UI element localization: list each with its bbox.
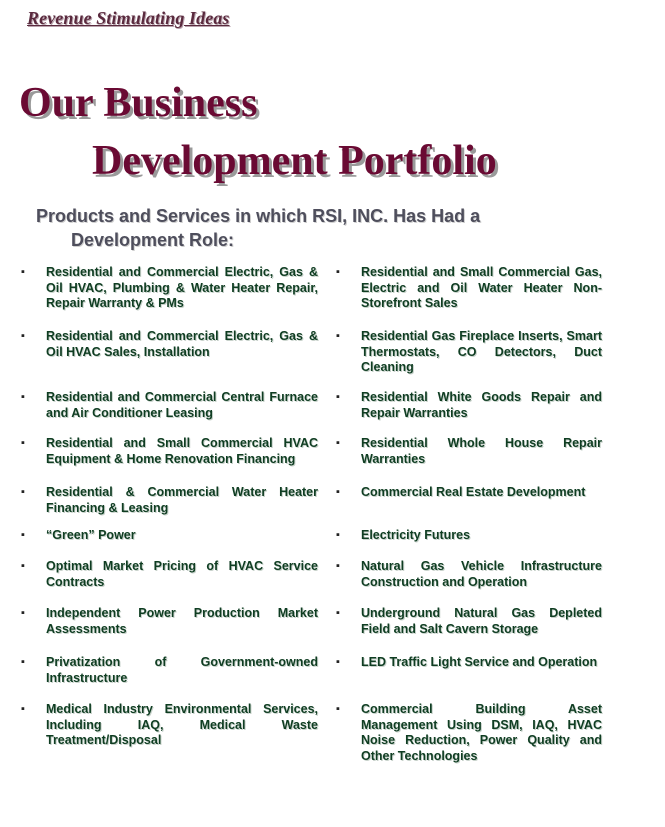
portfolio-item-left: Residential and Commercial Central Furnace and Air Conditioner Leasing <box>46 390 318 420</box>
bullet-icon: ▪ <box>21 560 25 572</box>
portfolio-item-left: Residential and Small Commercial HVAC Equipment & Home Renovation Financing <box>46 436 318 466</box>
bullet-icon: ▪ <box>21 266 25 278</box>
page-title-line1: Our Business <box>19 80 258 126</box>
bullet-icon: ▪ <box>21 607 25 619</box>
bullet-icon: ▪ <box>21 529 25 541</box>
bullet-icon: ▪ <box>336 330 340 342</box>
portfolio-item-right: Residential Gas Fireplace Inserts, Smart Thermostats, CO Detectors, Duct Cleaning <box>361 329 602 374</box>
bullet-icon: ▪ <box>21 486 25 498</box>
subtitle-line2: Development Role: <box>71 230 235 250</box>
portfolio-item-left: Privatization of Government-owned Infrastructure <box>46 655 318 685</box>
portfolio-item-right: Natural Gas Vehicle Infrastructure Construction and Operation <box>361 559 602 589</box>
portfolio-item-left: Medical Industry Environmental Services, Including IAQ, Medical Waste Treatment/Disposal <box>46 702 318 747</box>
portfolio-item-right: Commercial Real Estate Development <box>361 485 586 499</box>
bullet-icon: ▪ <box>336 486 340 498</box>
portfolio-item-right: Electricity Futures <box>361 528 471 542</box>
portfolio-item-left: “Green” Power <box>46 528 136 542</box>
bullet-icon: ▪ <box>336 266 340 278</box>
bullet-icon: ▪ <box>336 529 340 541</box>
portfolio-item-right: Residential and Small Commercial Gas, Electric and Oil Water Heater Non-Storefront Sales <box>361 265 602 310</box>
page-title-line2: Development Portfolio <box>92 138 497 184</box>
bullet-icon: ▪ <box>21 703 25 715</box>
bullet-icon: ▪ <box>336 703 340 715</box>
header-tag: Revenue Stimulating Ideas <box>27 8 230 28</box>
portfolio-item-right: Residential White Goods Repair and Repair Warranties <box>361 390 602 420</box>
subtitle-line1: Products and Services in which RSI, INC. Has Had a <box>36 206 481 226</box>
bullet-icon: ▪ <box>336 391 340 403</box>
portfolio-item-left: Residential and Commercial Electric, Gas & Oil HVAC, Plumbing & Water Heater Repair, Repair Warranty & PMs <box>46 265 318 310</box>
bullet-icon: ▪ <box>336 560 340 572</box>
portfolio-item-left: Residential and Commercial Electric, Gas & Oil HVAC Sales, Installation <box>46 329 318 359</box>
bullet-icon: ▪ <box>21 656 25 668</box>
portfolio-item-right: Commercial Building Asset Management Using DSM, IAQ, HVAC Noise Reduction, Power Quality and Other Technologies <box>361 702 602 763</box>
bullet-icon: ▪ <box>21 330 25 342</box>
bullet-icon: ▪ <box>336 656 340 668</box>
portfolio-item-right: LED Traffic Light Service and Operation <box>361 655 598 669</box>
portfolio-item-right: Residential Whole House Repair Warranties <box>361 436 602 466</box>
bullet-icon: ▪ <box>336 607 340 619</box>
portfolio-item-left: Optimal Market Pricing of HVAC Service Contracts <box>46 559 318 589</box>
portfolio-item-left: Independent Power Production Market Assessments <box>46 606 318 636</box>
bullet-icon: ▪ <box>336 437 340 449</box>
portfolio-item-right: Underground Natural Gas Depleted Field and Salt Cavern Storage <box>361 606 602 636</box>
portfolio-item-left: Residential & Commercial Water Heater Financing & Leasing <box>46 485 318 515</box>
bullet-icon: ▪ <box>21 391 25 403</box>
bullet-icon: ▪ <box>21 437 25 449</box>
